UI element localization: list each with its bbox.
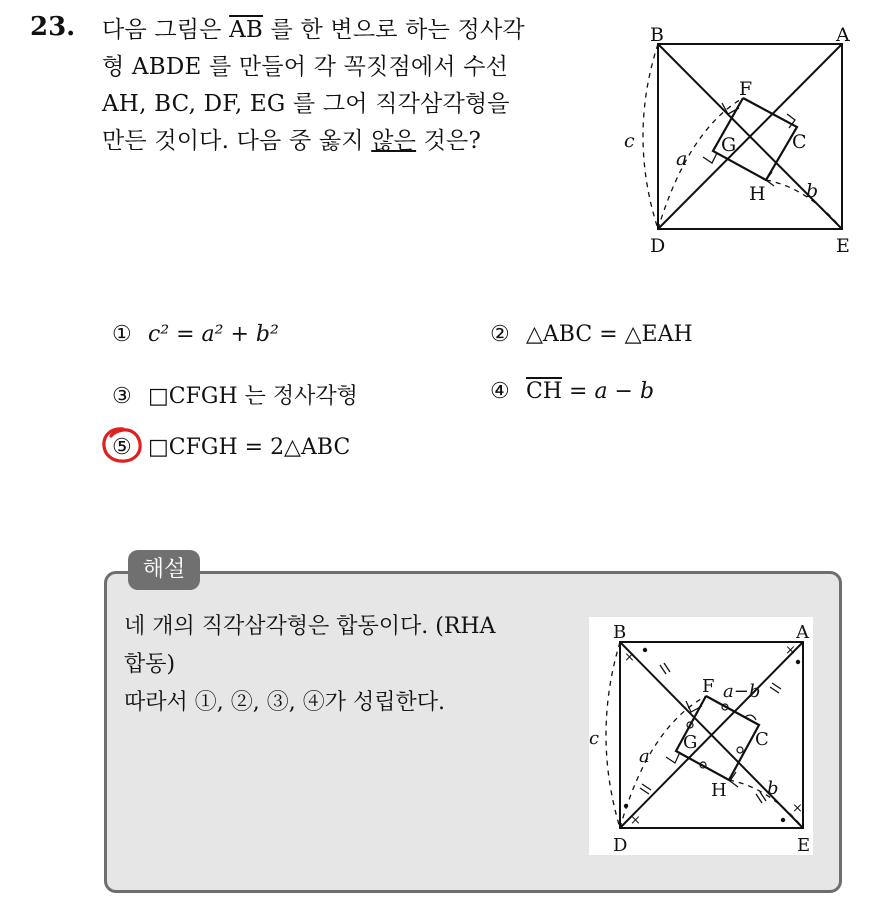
question-line-1 (102, 12, 602, 49)
segment-ch: $\overline{CH}$ (526, 379, 563, 404)
segment-ab: $\overline{AB}$ (229, 17, 264, 43)
option-1-text: c² = a² + b² (148, 322, 279, 347)
figure-square-abde (620, 18, 860, 258)
q-line1-a: 다음 그림은 (102, 17, 230, 43)
fig2-label-C: C (755, 729, 769, 750)
svg-text:×: × (624, 650, 635, 665)
question-number: 23. (30, 12, 76, 42)
option-2-text: △ABC = △EAH (526, 322, 693, 347)
option-4[interactable] (490, 379, 654, 404)
svg-text:×: × (785, 643, 796, 658)
fig2-label-F: F (702, 676, 715, 697)
label-C: C (792, 131, 807, 153)
fig2-label-a: a (639, 746, 650, 767)
option-5-text: □CFGH = 2△ABC (148, 435, 351, 460)
label-D: D (650, 235, 666, 257)
option-3[interactable] (112, 379, 358, 410)
label-a: a (676, 148, 688, 170)
option-4-text: = a − b (562, 379, 655, 404)
figure-explanation-square (589, 617, 813, 855)
fig2-label-c: c (589, 728, 600, 749)
label-E: E (836, 235, 850, 257)
q-line4-b: 것은? (416, 128, 481, 154)
explanation-tag: 해설 (128, 550, 200, 590)
fig2-label-a-minus-b: a−b (723, 681, 761, 702)
label-b: b (806, 180, 819, 202)
q-line4-a: 만든 것이다. 다음 중 옳지 (102, 128, 372, 154)
fig2-label-b: b (767, 778, 779, 799)
explanation-text (124, 608, 574, 722)
fig2-label-D: D (613, 835, 628, 855)
fig2-label-G: G (683, 732, 698, 753)
question-line-4 (102, 123, 602, 160)
underlined-word: 않은 (371, 128, 417, 154)
option-4-number: ④ (490, 379, 510, 404)
svg-text:×: × (792, 801, 803, 816)
svg-text:×: × (630, 813, 641, 828)
option-3-text: □CFGH 는 정사각형 (148, 384, 358, 409)
label-G: G (721, 134, 737, 156)
question-text (102, 12, 602, 160)
option-2-number: ② (490, 322, 510, 347)
fig2-label-E: E (797, 835, 811, 855)
option-5-number: ⑤ (112, 435, 132, 460)
fig2-label-B: B (613, 622, 627, 643)
question-line-3: AH, BC, DF, EG 를 그어 직각삼각형을 (102, 91, 510, 117)
question-line-2: 형 ABDE 를 만들어 각 꼭짓점에서 수선 (102, 54, 509, 80)
fig2-label-H: H (711, 780, 727, 801)
explanation-line-1: 네 개의 직각삼각형은 합동이다. (RHA (124, 614, 496, 639)
option-5[interactable] (112, 435, 350, 460)
answer-circle-mark (101, 426, 143, 464)
label-H: H (749, 183, 766, 205)
label-A: A (836, 24, 850, 46)
label-B: B (650, 24, 664, 46)
label-F: F (739, 78, 753, 100)
option-2[interactable] (490, 322, 693, 347)
explanation-line-3: 따라서 ①, ②, ③, ④가 성립한다. (124, 690, 445, 715)
q-line1-b: 를 한 변으로 하는 정사각 (263, 17, 525, 43)
option-3-number: ③ (112, 384, 132, 409)
fig2-label-A: A (796, 622, 809, 643)
option-1-number: ① (112, 322, 132, 347)
explanation-line-2: 합동) (124, 652, 176, 677)
option-1[interactable] (112, 322, 279, 347)
label-c: c (624, 130, 635, 152)
